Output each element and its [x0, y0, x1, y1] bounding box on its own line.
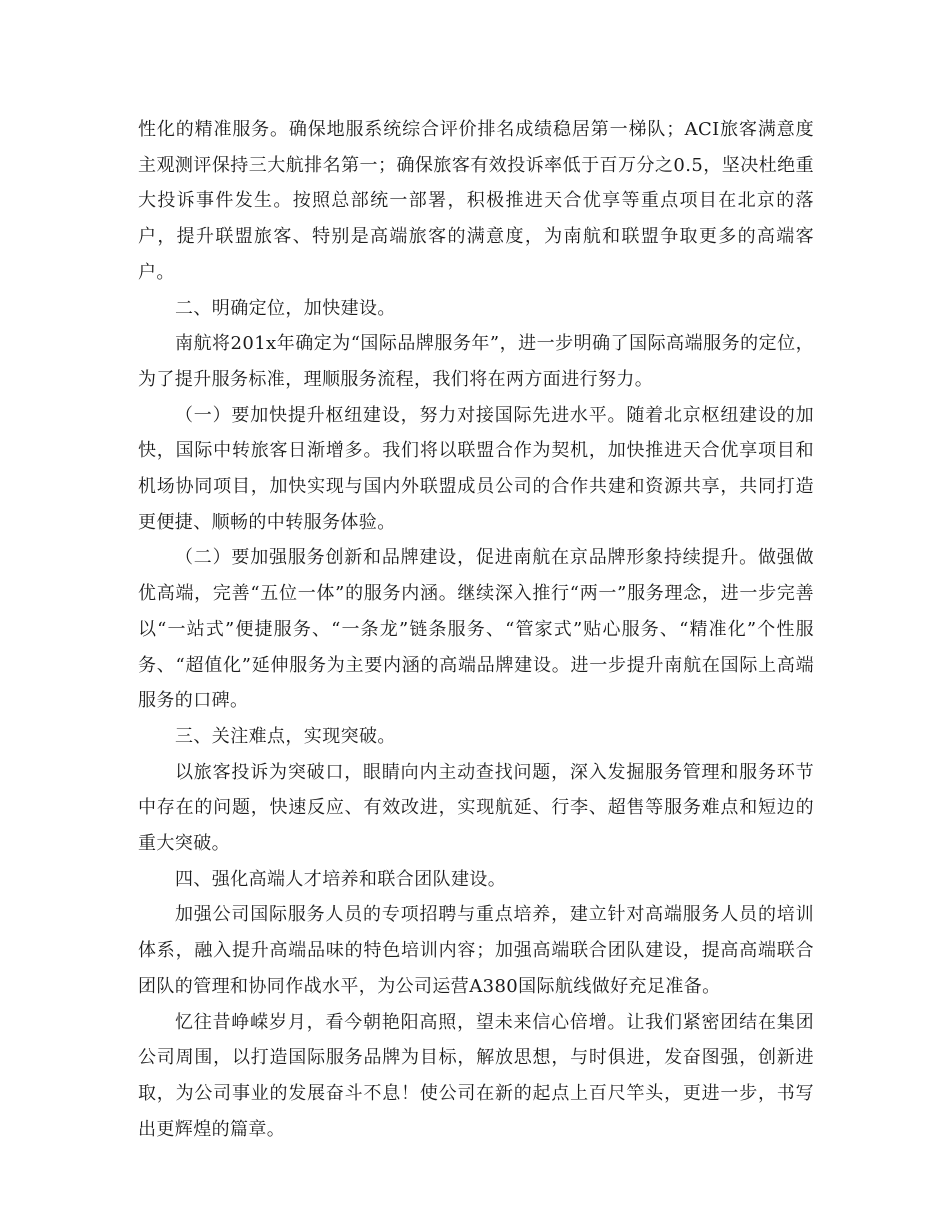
paragraph: 以旅客投诉为突破口，眼睛向内主动查找问题，深入发掘服务管理和服务环节中存在的问题，快速反应、有效改进，实现航延、行李、超售等服务难点和短边的重大突破。: [138, 761, 814, 855]
paragraph: 加强公司国际服务人员的专项招聘与重点培养，建立针对高端服务人员的培训体系，融入提升高端品味的特色培训内容；加强高端联合团队建设，提高高端联合团队的管理和协同作战水平，为公司运营A380国际航线做好充足准备。: [138, 904, 814, 997]
closing-paragraph: 忆往昔峥嵘岁月，看今朝艳阳高照，望未来信心倍增。让我们紧密团结在集团公司周围，以打造国际服务品牌为目标，解放思想，与时俱进，发奋图强，创新进取，为公司事业的发展奋斗不息！使公司在新的起点上百尺竿头，更进一步，书写出更辉煌的篇章。: [138, 1011, 814, 1140]
paragraph-subsection-2: （二）要加强服务创新和品牌建设，促进南航在京品牌形象持续提升。做强做优高端，完善“五位一体”的服务内涵。继续深入推行“两一”服务理念，进一步完善以“一站式”便捷服务、“一条龙”链条服务、“管家式”贴心服务、“精准化”个性服务、“超值化”延伸服务为主要内涵的高端品牌建设。进一步提升南航在国际上高端服务的口碑。: [138, 547, 814, 712]
paragraph: 南航将201x年确定为“国际品牌服务年”，进一步明确了国际高端服务的定位，为了提升服务标准，理顺服务流程，我们将在两方面进行努力。: [138, 333, 814, 390]
section-heading-3: 三、关注难点，实现突破。: [175, 725, 396, 747]
section-heading-2: 二、明确定位，加快建设。: [175, 297, 396, 319]
section-heading-4: 四、强化高端人才培养和联合团队建设。: [175, 868, 507, 890]
document-body: [138, 112, 814, 1147]
paragraph-subsection-1: （一）要加快提升枢纽建设，努力对接国际先进水平。随着北京枢纽建设的加快，国际中转旅客日渐增多。我们将以联盟合作为契机，加快推进天合优享项目和机场协同项目，加快实现与国内外联盟成员公司的合作共建和资源共享，共同打造更便捷、顺畅的中转服务体验。: [138, 404, 814, 533]
paragraph-continuation: 性化的精准服务。确保地服系统综合评价排名成绩稳居第一梯队；ACI旅客满意度主观测评保持三大航排名第一；确保旅客有效投诉率低于百万分之0.5，坚决杜绝重大投诉事件发生。按照总部统一部署，积极推进天合优享等重点项目在北京的落户，提升联盟旅客、特别是高端旅客的满意度，为南航和联盟争取更多的高端客户。: [138, 119, 814, 283]
